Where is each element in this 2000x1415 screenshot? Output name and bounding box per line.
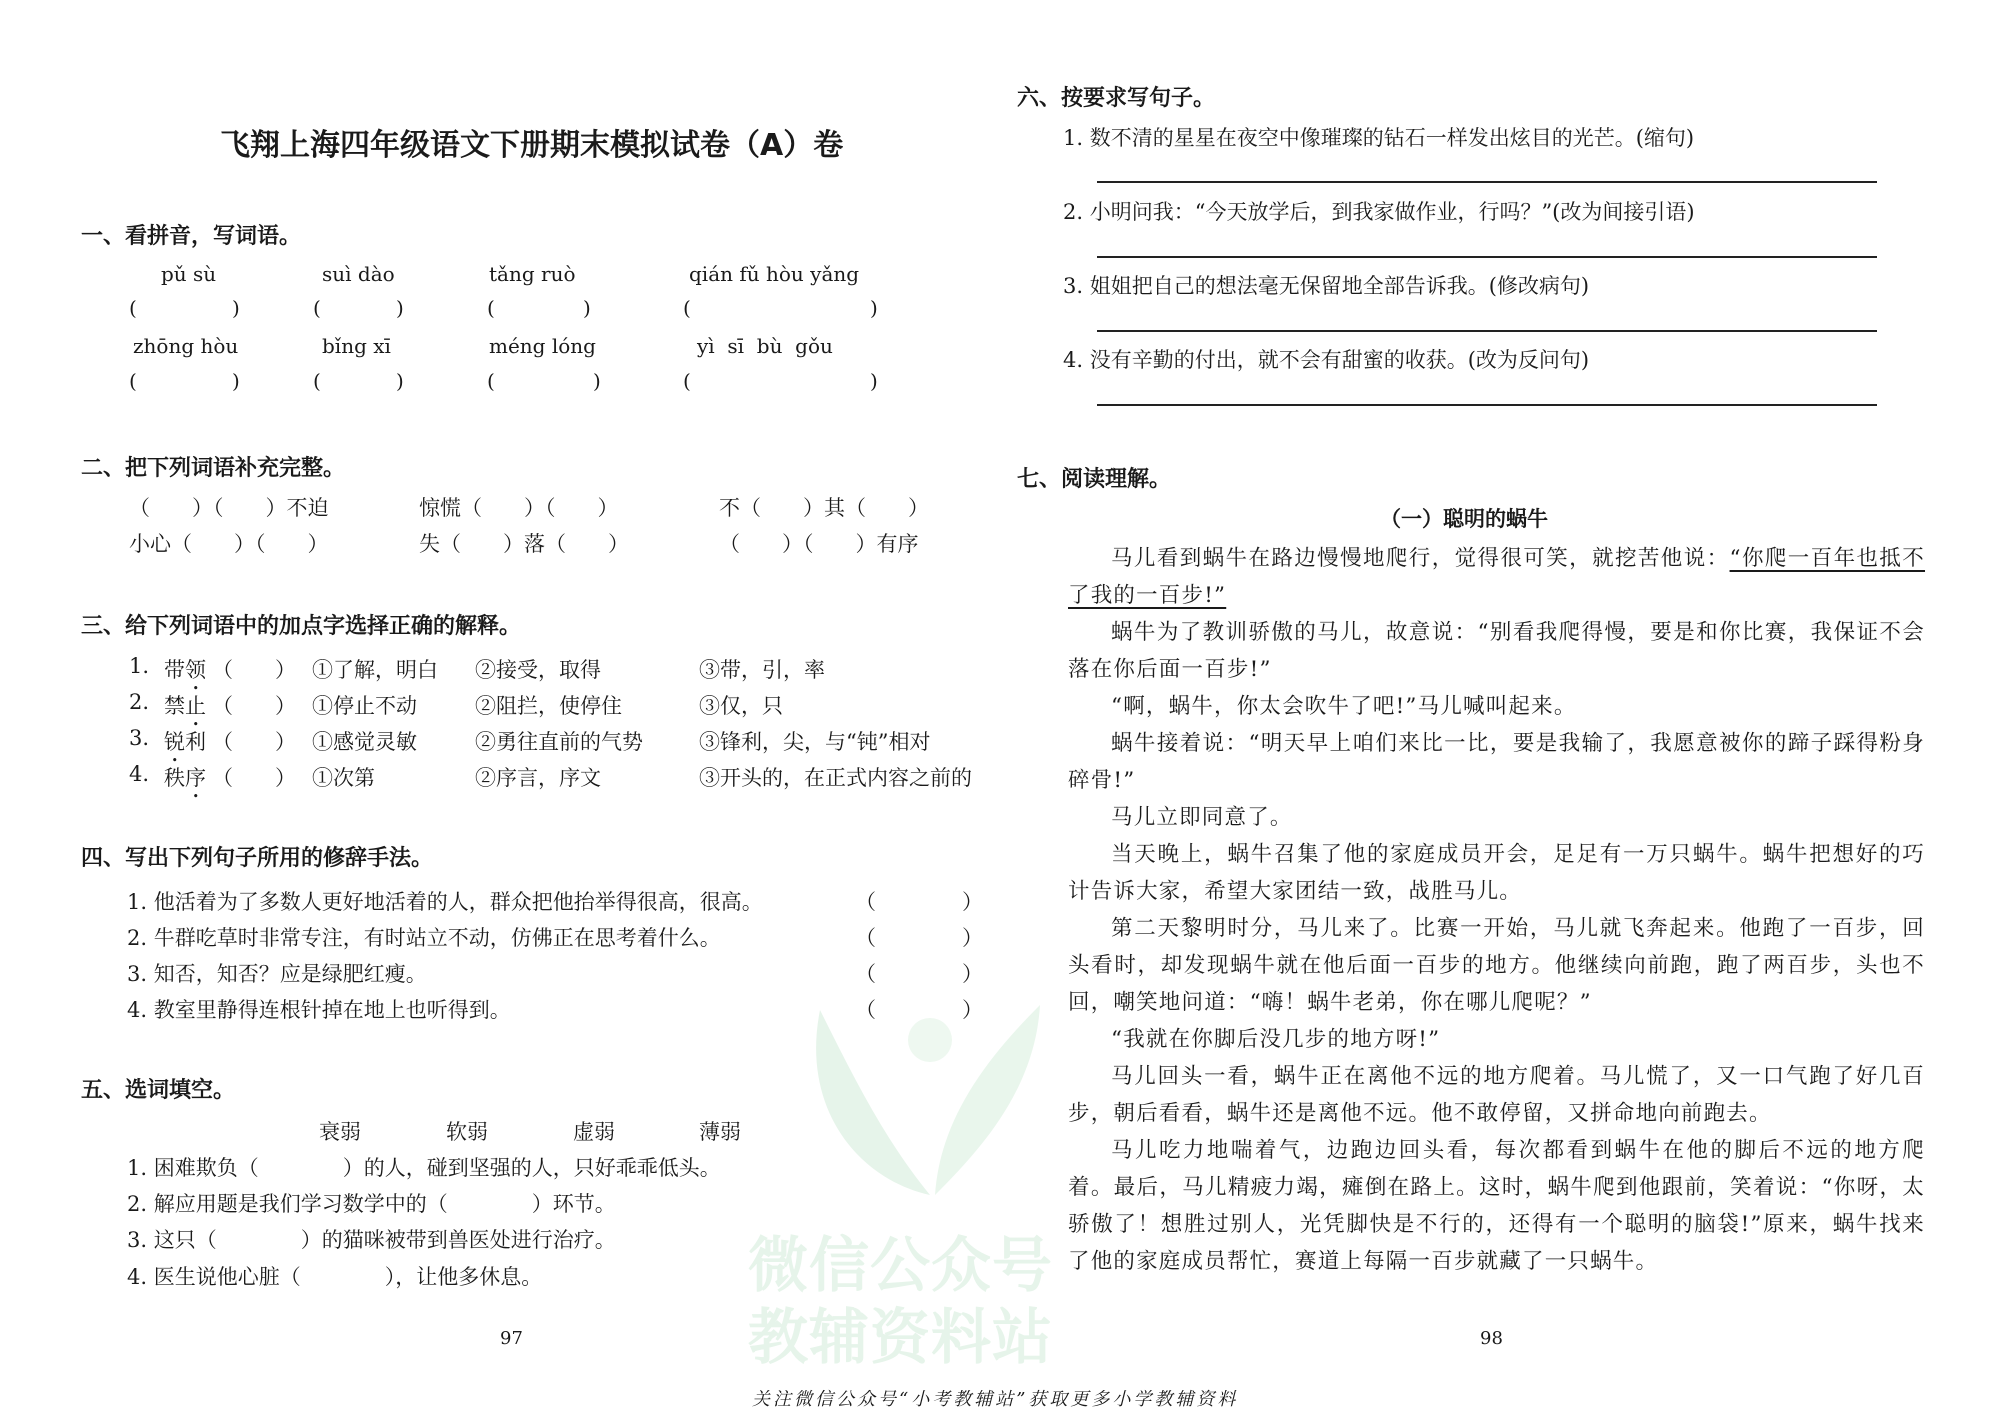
blank-close: ) — [396, 369, 404, 393]
answer-blank-open[interactable]: （ — [855, 926, 876, 950]
answer-line[interactable] — [1097, 256, 1877, 258]
item-number: 3. — [129, 726, 150, 750]
page-number-right: 98 — [1480, 1328, 1503, 1349]
pinyin: bǐng xī — [322, 334, 391, 358]
option-3: ③开头的，在正式内容之前的 — [699, 766, 972, 790]
dotted-char: 锐 — [164, 730, 185, 754]
answer-blank-close[interactable]: ） — [962, 998, 983, 1022]
word-choice: 衰弱 — [319, 1120, 361, 1144]
passage-paragraph: 蜗牛为了教训骄傲的马儿，故意说：“别看我爬得慢，要是和你比赛，我保证不会落在你后面一百步!” — [1068, 620, 1925, 682]
option-3: ③带，引，率 — [699, 658, 825, 682]
word-choice: 软弱 — [446, 1120, 488, 1144]
word-char: 利 — [185, 730, 206, 754]
leaf-logo-watermark — [800, 1000, 1050, 1200]
fill-item: 2. 解应用题是我们学习数学中的（ ）环节。 — [127, 1192, 616, 1216]
word-char: 禁 — [164, 694, 185, 718]
section-3-heading: 三、给下列词语中的加点字选择正确的解释。 — [81, 614, 522, 639]
fill-item: 4. 医生说他心脏（ ），让他多休息。 — [127, 1265, 543, 1289]
idiom-item: 不（ ）其（ ） — [719, 496, 929, 520]
pinyin: tǎng ruò — [489, 262, 576, 286]
word-choice: 虚弱 — [573, 1120, 615, 1144]
blank-open: ( — [313, 369, 321, 393]
passage-paragraph: “啊，蜗牛，你太会吹牛了吧!”马儿喊叫起来。 — [1111, 694, 1577, 719]
rhetoric-item: 4. 教室里静得连根针掉在地上也听得到。 — [127, 998, 511, 1022]
target-word — [164, 762, 206, 803]
blank-open: ( — [683, 296, 691, 320]
answer-blank-close[interactable]: ） — [962, 962, 983, 986]
pinyin: méng lóng — [489, 334, 596, 358]
reading-passage — [1068, 540, 1925, 1280]
idiom-item: 小心（ ）（ ） — [129, 532, 329, 556]
blank-close: ) — [396, 296, 404, 320]
passage-paragraph: 蜗牛接着说：“明天早上咱们来比一比，要是我输了，我愿意被你的蹄子踩得粉身碎骨!” — [1068, 731, 1925, 793]
underlined-quote: “你爬一百年也抵不了我的一百步!” — [1068, 546, 1926, 608]
blank-close: ) — [232, 369, 240, 393]
option-3: ③仅，只 — [699, 694, 783, 718]
passage-paragraph: 第二天黎明时分，马儿来了。比赛一开始，马儿就飞奔起来。他跑了一百步，回头看时，却发现蜗牛就在他后面一百步的地方。他继续向前跑，跑了两百步，头也不回，嘲笑地问道：“嗨！蜗牛老弟，你在哪儿爬呢？” — [1068, 916, 1925, 1015]
option-1: ①感觉灵敏 — [312, 730, 417, 754]
exam-title: 飞翔上海四年级语文下册期末模拟试卷（A）卷 — [220, 128, 844, 163]
blank-close: ) — [583, 296, 591, 320]
option-2: ②接受，取得 — [475, 658, 601, 682]
blank-open: ( — [313, 296, 321, 320]
section-4-heading: 四、写出下列句子所用的修辞手法。 — [81, 846, 434, 871]
target-word — [164, 726, 206, 767]
idiom-item: 惊慌（ ）（ ） — [419, 496, 619, 520]
passage-paragraph: “我就在你脚后没几步的地方呀!” — [1111, 1027, 1441, 1052]
section-1-heading: 一、看拼音，写词语。 — [81, 224, 302, 249]
answer-blank-open[interactable]: （ — [855, 962, 876, 986]
passage-paragraph: 马儿吃力地喘着气，边跑边回头看，每次都看到蜗牛在他的脚后不远的地方爬着。最后，马儿精疲力竭，瘫倒在路上。这时，蜗牛爬到他跟前，笑着说：“你呀，太骄傲了！想胜过别人，光凭脚快是不行的，还得有一个聪明的脑袋!”原来，蜗牛找来了他的家庭成员帮忙，赛道上每隔一百步就藏了一只蜗牛。 — [1068, 1138, 1925, 1274]
blank-open: ( — [129, 369, 137, 393]
pinyin: suì dào — [322, 262, 395, 286]
dotted-char: 序 — [185, 766, 206, 790]
item-number: 1. — [129, 654, 150, 678]
passage-text: 马儿看到蜗牛在路边慢慢地爬行，觉得很可笑，就挖苦他说： — [1111, 546, 1730, 571]
rhetoric-item: 2. 牛群吃草时非常专注，有时站立不动，仿佛正在思考着什么。 — [127, 926, 721, 950]
rhetoric-item: 3. 知否，知否？应是绿肥红瘦。 — [127, 962, 427, 986]
section-7-heading: 七、阅读理解。 — [1017, 467, 1172, 492]
blank-open: ( — [683, 369, 691, 393]
blank-open: ( — [487, 369, 495, 393]
section-5-heading: 五、选词填空。 — [81, 1078, 236, 1103]
answer-blank[interactable]: （ ） — [212, 694, 296, 718]
option-2: ②序言，序文 — [475, 766, 601, 790]
blank-close: ) — [870, 296, 878, 320]
pinyin: zhōng hòu — [133, 334, 239, 358]
blank-open: ( — [129, 296, 137, 320]
target-word — [164, 690, 206, 731]
option-1: ①停止不动 — [312, 694, 417, 718]
answer-blank-open[interactable]: （ — [855, 890, 876, 914]
section-6-heading: 六、按要求写句子。 — [1017, 86, 1216, 111]
option-2: ②阻拦，使停住 — [475, 694, 622, 718]
watermark-text-2: 教辅资料站 — [748, 1303, 1053, 1373]
idiom-item: （ ）（ ）有序 — [719, 532, 919, 556]
passage-paragraph — [1068, 540, 1925, 614]
rhetoric-item: 1. 他活着为了多数人更好地活着的人，群众把他抬举得很高，很高。 — [127, 890, 763, 914]
answer-blank[interactable]: （ ） — [212, 658, 296, 682]
idiom-item: 失（ ）落（ ） — [419, 532, 629, 556]
option-3: ③锋利，尖，与“钝”相对 — [699, 730, 931, 754]
passage-paragraph: 马儿回头一看，蜗牛正在离他不远的地方爬着。马儿慌了，又一口气跑了好几百步，朝后看看，蜗牛还是离他不远。他不敢停留，又拼命地向前跑去。 — [1068, 1064, 1925, 1126]
page-number-left: 97 — [500, 1328, 523, 1349]
pinyin: qián fǔ hòu yǎng — [689, 262, 860, 286]
item-number: 2. — [129, 690, 150, 714]
word-char: 带 — [164, 658, 185, 682]
pinyin: pǔ sù — [161, 262, 217, 286]
option-1: ①次第 — [312, 766, 375, 790]
option-2: ②勇往直前的气势 — [475, 730, 643, 754]
blank-open: ( — [487, 296, 495, 320]
watermark-text-1: 微信公众号 — [748, 1231, 1053, 1301]
answer-line[interactable] — [1097, 181, 1877, 183]
item-number: 4. — [129, 762, 150, 786]
answer-blank[interactable]: （ ） — [212, 730, 296, 754]
passage-paragraph: 马儿立即同意了。 — [1111, 805, 1293, 830]
dotted-char: 领 — [185, 658, 206, 682]
option-1: ①了解，明白 — [312, 658, 438, 682]
rewrite-item: 3. 姐姐把自己的想法毫无保留地全部告诉我。(修改病句) — [1063, 274, 1590, 298]
target-word — [164, 654, 206, 695]
footer-note: 关注微信公众号“小考教辅站”获取更多小学教辅资料 — [752, 1389, 1239, 1410]
answer-blank-close[interactable]: ） — [962, 890, 983, 914]
passage-paragraph: 当天晚上，蜗牛召集了他的家庭成员开会，足足有一万只蜗牛。蜗牛把想好的巧计告诉大家，希望大家团结一致，战胜马儿。 — [1068, 842, 1925, 904]
answer-line[interactable] — [1097, 404, 1877, 406]
rewrite-item: 4. 没有辛勤的付出，就不会有甜蜜的收获。(改为反问句) — [1063, 348, 1590, 372]
rewrite-item: 1. 数不清的星星在夜空中像璀璨的钻石一样发出炫目的光芒。(缩句) — [1063, 126, 1695, 150]
section-2-heading: 二、把下列词语补充完整。 — [81, 456, 346, 481]
blank-close: ) — [232, 296, 240, 320]
answer-blank-open[interactable]: （ — [855, 998, 876, 1022]
blank-close: ) — [593, 369, 601, 393]
dotted-char: 止 — [185, 694, 206, 718]
idiom-item: （ ）（ ）不迫 — [129, 496, 329, 520]
answer-blank[interactable]: （ ） — [212, 766, 296, 790]
fill-item: 3. 这只（ ）的猫咪被带到兽医处进行治疗。 — [127, 1228, 616, 1252]
blank-close: ) — [870, 369, 878, 393]
word-char: 秩 — [164, 766, 185, 790]
answer-line[interactable] — [1097, 330, 1877, 332]
answer-blank-close[interactable]: ） — [962, 926, 983, 950]
passage-title: （一）聪明的蜗牛 — [1380, 507, 1548, 531]
pinyin: yì sī bù gǒu — [697, 334, 833, 358]
rewrite-item: 2. 小明问我：“今天放学后，到我家做作业，行吗？”(改为间接引语) — [1063, 200, 1695, 224]
word-choice: 薄弱 — [699, 1120, 741, 1144]
fill-item: 1. 困难欺负（ ）的人，碰到坚强的人，只好乖乖低头。 — [127, 1156, 721, 1180]
